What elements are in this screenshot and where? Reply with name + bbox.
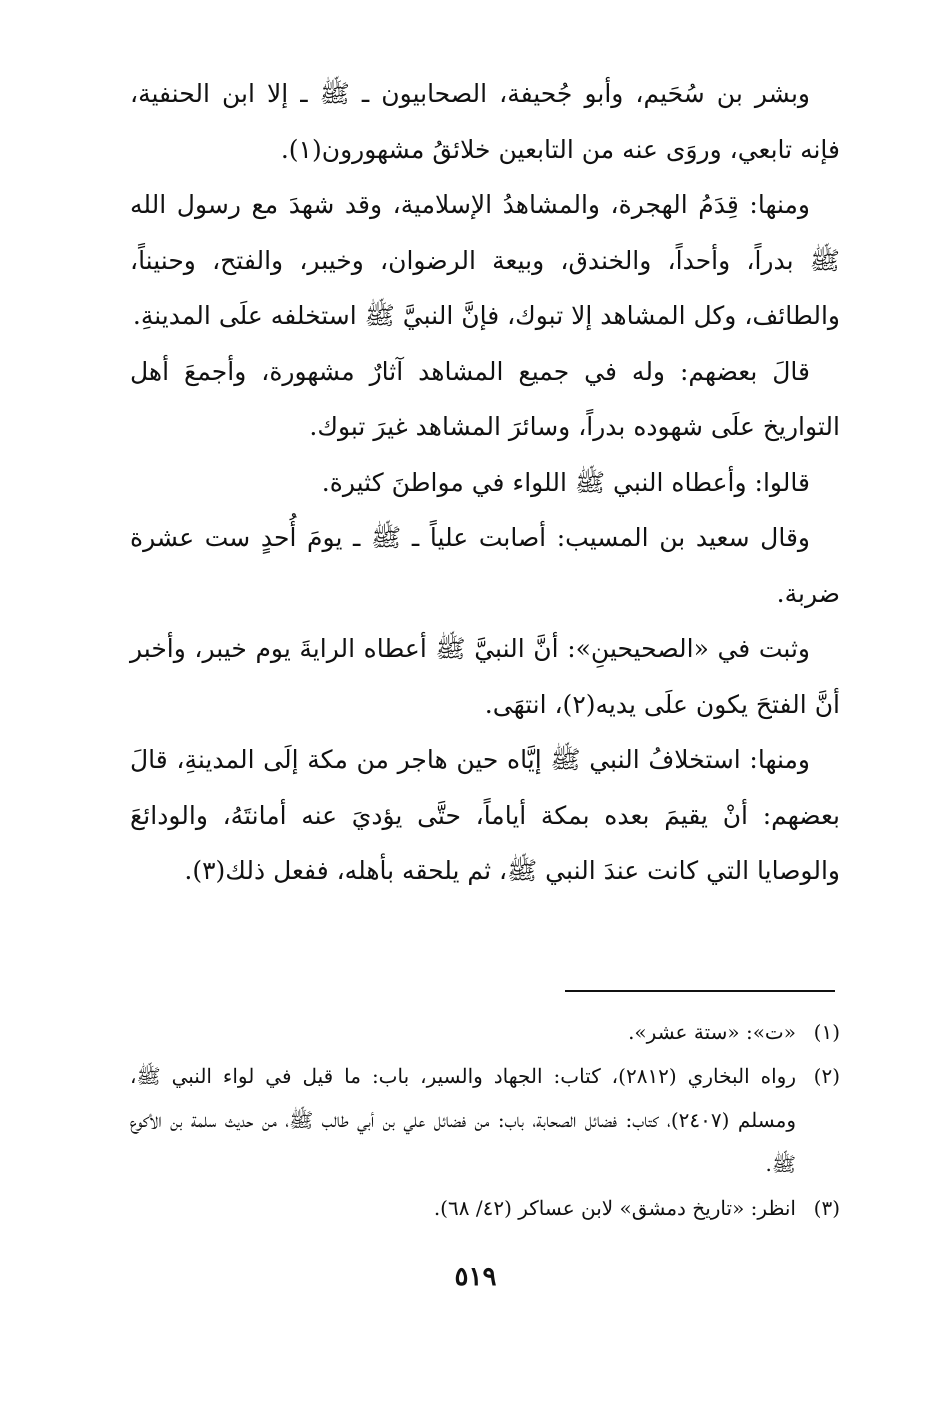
footnote-number: (٢) bbox=[813, 1064, 840, 1088]
footnote-text: انظر: «تاريخ دمشق» لابن عساكر (٤٢/ ٦٨). bbox=[433, 1196, 796, 1220]
paragraph: قالوا: وأعطاه النبي ﷺ اللواء في مواطنَ كثيرة. bbox=[321, 467, 810, 497]
footnote-number: (٣) bbox=[813, 1196, 840, 1220]
paragraph: وبشر بن سُحَيم، وأبو جُحيفة، الصحابيون ـ ﷺ ـ إلا ابن الحنفية، فإنه تابعي، وروَى عنه من التابعين خلائقُ مشهورون(١). bbox=[130, 79, 840, 164]
paragraph: ومنها: قِدَمُ الهجرة، والمشاهدُ الإسلامية، وقد شهدَ مع رسول الله ﷺ بدراً، وأحداً، والخندق، وبيعة الرضوان، وخيبر، والفتح، وحنيناً، والطائف، وكل المشاهد إلا تبوك، فإنَّ النبيَّ ﷺ استخلفه علَى المدينةِ. bbox=[130, 190, 840, 330]
footnote-item bbox=[130, 1186, 840, 1230]
footnote-text: «ت»: «ستة عشر». bbox=[628, 1020, 796, 1044]
footnote-separator bbox=[565, 990, 835, 992]
footnote-item bbox=[130, 1010, 840, 1054]
paragraph: وثبت في «الصحيحينِ»: أنَّ النبيَّ ﷺ أعطاه الرايةَ يوم خيبر، وأخبر أنَّ الفتحَ يكون علَى يديه(٢)، انتهَى. bbox=[130, 634, 840, 719]
footnote-text: رواه البخاري (٢٨١٢)، كتاب: الجهاد والسير، باب: ما قيل في لواء النبي ﷺ، ومسلم (٢٤٠٧)، كتاب: فضائل الصحابة، باب: من فضائل علي بن أبي طالب ﷺ، من حديث سلمة بن الأكوع ﷺ. bbox=[130, 1064, 797, 1176]
footnotes bbox=[130, 1010, 840, 1230]
footnote-item bbox=[130, 1054, 840, 1186]
main-text bbox=[130, 66, 840, 899]
footnote-number: (١) bbox=[813, 1020, 840, 1044]
paragraph: قالَ بعضهم: وله في جميع المشاهد آثارٌ مشهورة، وأجمعَ أهل التواريخ علَى شهوده بدراً، وسائرَ المشاهد غيرَ تبوك. bbox=[130, 356, 840, 441]
page-number: ٥١٩ bbox=[454, 1262, 497, 1292]
paragraph: ومنها: استخلافُ النبي ﷺ إيَّاه حين هاجر من مكة إلَى المدينةِ، قالَ بعضهم: أنْ يقيمَ بعده بمكة أياماً، حتَّى يؤديَ عنه أمانتَهُ، والودائعَ والوصايا التي كانت عندَ النبي ﷺ، ثم يلحقه بأهله، ففعل ذلك(٣). bbox=[130, 745, 840, 885]
paragraph: وقال سعيد بن المسيب: أصابت علياً ـ ﷺ ـ يومَ أُحدٍ ست عشرة ضربة. bbox=[130, 523, 840, 608]
